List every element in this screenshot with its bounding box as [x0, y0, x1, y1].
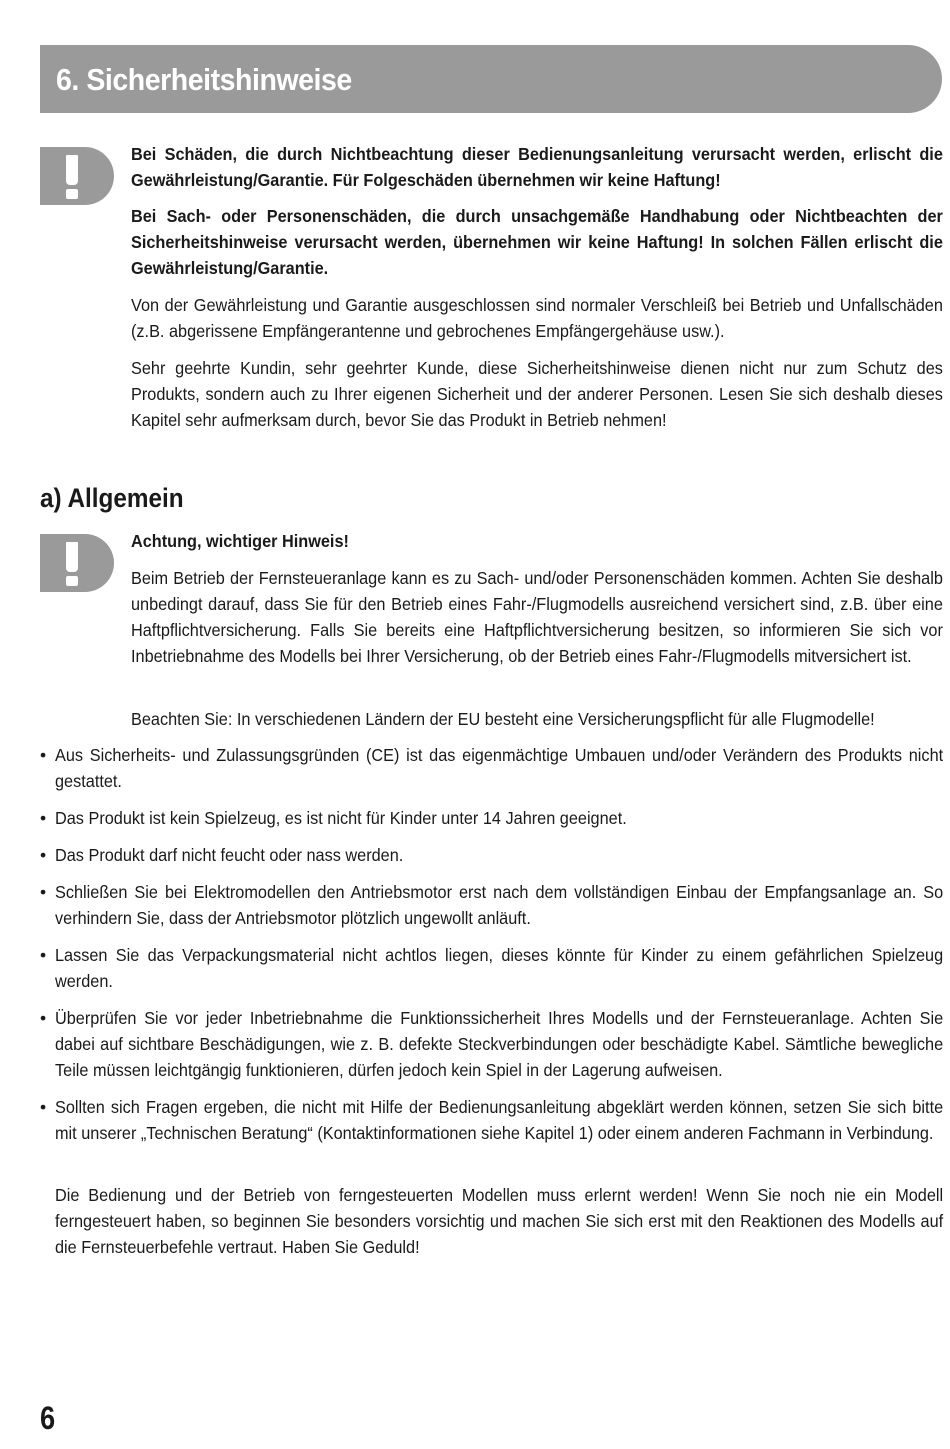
warning-icon: [40, 147, 114, 205]
bullet-marker: •: [40, 945, 47, 965]
page-number: 6: [40, 1400, 56, 1436]
list-item: Das Produkt ist kein Spielzeug, es ist nicht für Kinder unter 14 Jahren geeignet.: [55, 808, 627, 828]
closing-paragraph: Die Bedienung und der Betrieb von ferngesteuerten Modellen muss erlernt werden! Wenn Sie noch nie ein Modell ferngesteuert haben, so beginnen Sie besonders vorsichtig und machen Sie sich erst mit den Reaktionen des Modells auf die Fernsteuerbefehle vertraut. Haben Sie Geduld!: [55, 1185, 944, 1257]
warning-icon: [40, 534, 114, 592]
list-item: Lassen Sie das Verpackungsmaterial nicht achtlos liegen, dieses könnte für Kinder zu einem gefährlichen Spielzeug werden.: [55, 945, 944, 991]
bullet-marker: •: [40, 845, 47, 865]
notice-paragraph-1: Beim Betrieb der Fernsteueranlage kann es zu Sach- und/oder Personenschäden kommen. Achten Sie deshalb unbedingt darauf, dass Sie für den Betrieb eines Fahr-/Flugmodells ausreichend versichert sind, z.B. über eine Haftpflichtversicherung. Falls Sie bereits eine Haftpflichtversicherung besitzen, so informieren Sie sich vor Inbetriebnahme des Modells bei Ihrer Versicherung, ob der Betrieb eines Fahr-/Flugmodells mitversichert ist.: [131, 568, 943, 666]
list-item: Sollten sich Fragen ergeben, die nicht mit Hilfe der Bedienungsanleitung abgeklärt werden können, setzen Sie sich bitte mit unserer „Technischen Beratung“ (Kontaktinformationen siehe Kapitel 1) oder einem anderen Fachmann in Verbindung.: [55, 1097, 944, 1143]
list-item: Überprüfen Sie vor jeder Inbetriebnahme die Funktionssicherheit Ihres Modells und der Fernsteueranlage. Achten Sie dabei auf sichtbare Beschädigungen, wie z. B. defekte Steckverbindungen oder beschädigte Kabel. Sämtliche bewegliche Teile müssen leichtgängig funktionieren, dürfen jedoch kein Spiel in der Lagerung aufweisen.: [55, 1008, 944, 1080]
list-item: Das Produkt darf nicht feucht oder nass werden.: [55, 845, 404, 865]
page-title: 6. Sicherheitshinweise: [56, 62, 352, 97]
list-item: Schließen Sie bei Elektromodellen den Antriebsmotor erst nach dem vollständigen Einbau der Empfangsanlage an. So verhindern Sie, dass der Antriebsmotor plötzlich ungewollt anläuft.: [55, 882, 944, 928]
intro-paragraph-2: Bei Sach- oder Personenschäden, die durch unsachgemäße Handhabung oder Nichtbeachten der Sicherheitshinweise verursacht werden, übernehmen wir keine Haftung! In solchen Fällen erlischt die Gewährleistung/Garantie.: [131, 206, 943, 278]
list-item: Aus Sicherheits- und Zulassungsgründen (CE) ist das eigenmächtige Umbauen und/oder Verändern des Produkts nicht gestattet.: [55, 745, 944, 791]
intro-paragraph-1: Bei Schäden, die durch Nichtbeachtung dieser Bedienungsanleitung verursacht werden, erlischt die Gewährleistung/Garantie. Für Folgeschäden übernehmen wir keine Haftung!: [131, 144, 943, 190]
bullet-marker: •: [40, 745, 47, 765]
notice-heading: Achtung, wichtiger Hinweis!: [131, 531, 349, 551]
bullet-marker: •: [40, 1097, 47, 1117]
section-heading: a) Allgemein: [40, 483, 184, 513]
bullet-marker: •: [40, 808, 47, 828]
intro-paragraph-3: Von der Gewährleistung und Garantie ausgeschlossen sind normaler Verschleiß bei Betrieb und Unfallschäden (z.B. abgerissene Empfängerantenne und gebrochenes Empfängergehäuse usw.).: [131, 295, 943, 341]
notice-paragraph-2: Beachten Sie: In verschiedenen Ländern der EU besteht eine Versicherungspflicht für alle Flugmodelle!: [131, 709, 875, 729]
bullet-marker: •: [40, 882, 47, 902]
bullet-marker: •: [40, 1008, 47, 1028]
section-header-bar: [40, 45, 942, 113]
intro-paragraph-4: Sehr geehrte Kundin, sehr geehrter Kunde, diese Sicherheitshinweise dienen nicht nur zum Schutz des Produkts, sondern auch zu Ihrer eigenen Sicherheit und der anderer Personen. Lesen Sie sich deshalb dieses Kapitel sehr aufmerksam durch, bevor Sie das Produkt in Betrieb nehmen!: [131, 358, 943, 430]
